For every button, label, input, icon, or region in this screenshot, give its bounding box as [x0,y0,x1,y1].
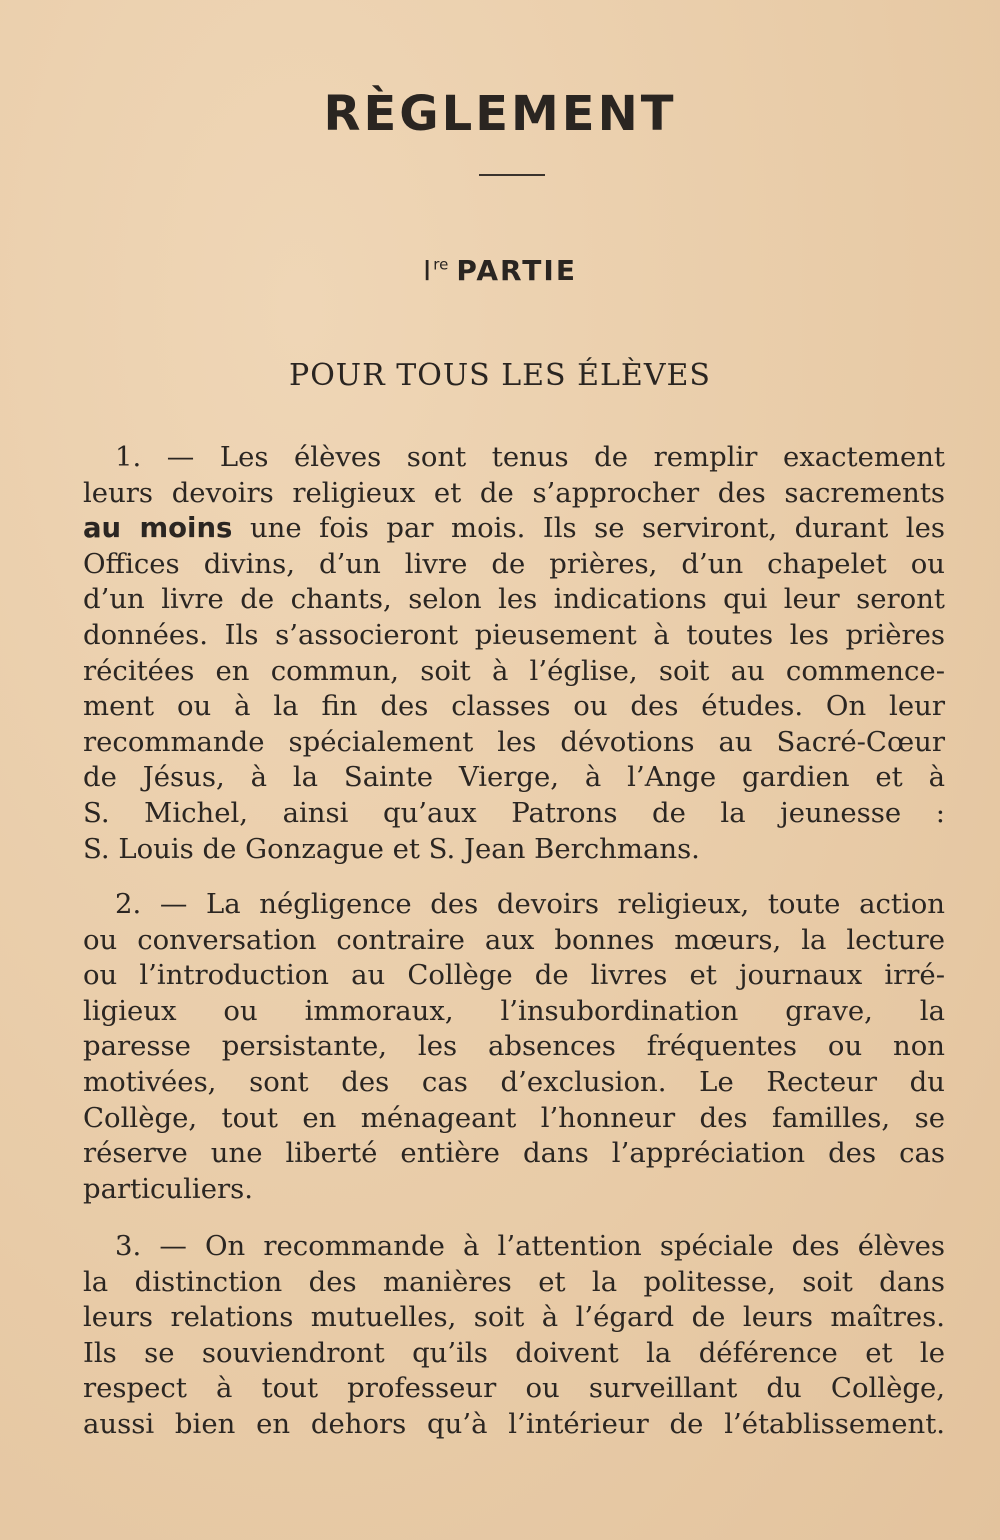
part-superscript: re [433,255,449,274]
paragraph-line: réserve une liberté entière dans l’appréciation des cas [83,1137,945,1170]
section-title: POUR TOUS LES ÉLÈVES [289,358,711,393]
part-number: Ire [423,254,449,287]
paragraph-line: 3. — On recommande à l’attention spéciale des élèves [115,1230,945,1262]
paragraph-line: ment ou à la fin des classes ou des études. On leur [83,690,945,723]
paragraph-line: S. Michel, ainsi qu’aux Patrons de la jeunesse : [83,796,945,829]
paragraph-line: particuliers. [83,1172,253,1205]
paragraph-line: 1. — Les élèves sont tenus de remplir exactement [115,441,945,473]
paragraph-line: leurs relations mutuelles, soit à l’égard de leurs maîtres. [83,1301,945,1334]
paragraph-line: d’un livre de chants, selon les indications qui leur seront [83,583,945,616]
part-label: PARTIE [456,254,577,287]
paragraph-line: données. Ils s’associeront pieusement à toutes les prières [83,618,945,651]
paragraph-3 [83,1229,945,1443]
paragraph-line: ligieux ou immoraux, l’insubordination grave, la [83,994,945,1027]
paragraph-line: Ils se souviendront qu’ils doivent la déférence et le [83,1336,945,1369]
paragraph-2 [83,887,945,1207]
part-heading [0,254,1000,287]
paragraph-1 [83,440,945,867]
paragraph-line: Offices divins, d’un livre de prières, d’un chapelet ou [83,547,945,580]
page-title: RÈGLEMENT [323,86,677,142]
paragraph-line-with-emphasis: au moins une fois par mois. Ils se serviront, durant les [83,512,945,545]
paragraph-line: respect à tout professeur ou surveillant du Collège, [83,1372,945,1405]
paragraph-line: récitées en commun, soit à l’église, soit au commence- [83,654,945,687]
title-divider [479,174,545,176]
paragraph-line: aussi bien en dehors qu’à l’intérieur de l’établissement. [83,1407,945,1440]
paragraph-line: paresse persistante, les absences fréquentes ou non [83,1030,945,1063]
paragraph-line: ou l’introduction au Collège de livres et journaux irré- [83,959,945,992]
paragraph-line: de Jésus, à la Sainte Vierge, à l’Ange gardien et à [83,761,945,794]
paragraph-line: ou conversation contraire aux bonnes mœurs, la lecture [83,923,945,956]
paragraph-line: 2. — La négligence des devoirs religieux, toute action [115,888,945,920]
paragraph-line: recommande spécialement les dévotions au Sacré-Cœur [83,725,945,758]
paragraph-line: motivées, sont des cas d’exclusion. Le Recteur du [83,1065,945,1098]
paragraph-line: Collège, tout en ménageant l’honneur des familles, se [83,1101,945,1134]
paragraph-line: la distinction des manières et la politesse, soit dans [83,1265,945,1298]
paragraph-line: leurs devoirs religieux et de s’approcher des sacrements [83,476,945,509]
paragraph-line: S. Louis de Gonzague et S. Jean Berchmans. [83,832,700,865]
emphasis-text: au moins [83,512,233,545]
